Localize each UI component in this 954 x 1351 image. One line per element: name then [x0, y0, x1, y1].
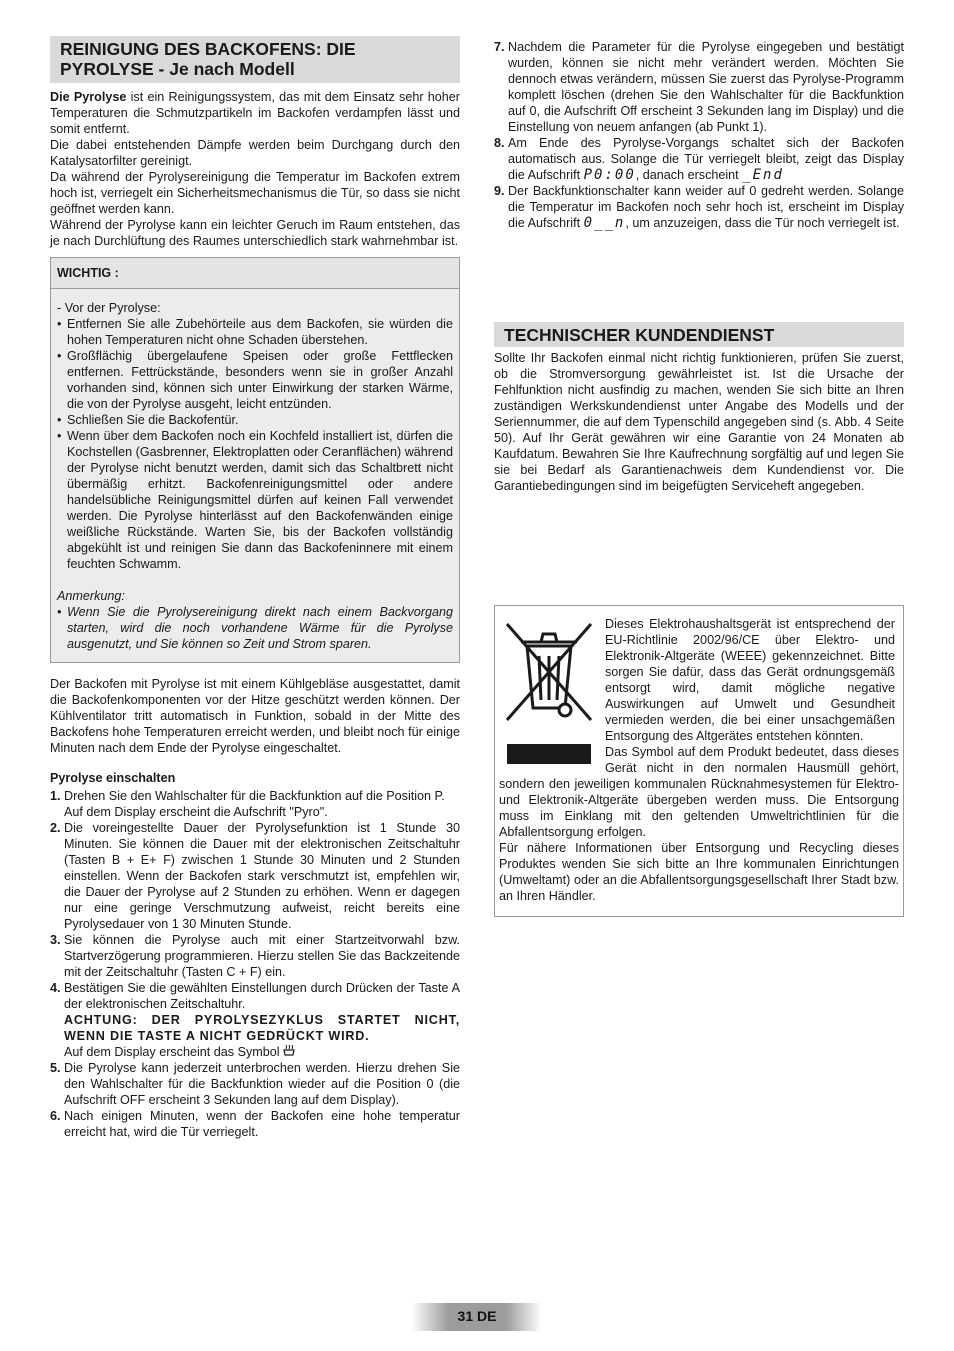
- step-1: 1. Drehen Sie den Wahlschalter für die Backfunktion auf die Position P. Auf dem Display erscheint die Aufschrift "Pyro".: [50, 789, 445, 819]
- paragraph-3: Da während der Pyrolysereinigung die Temperatur im Backofen extrem hoch ist, verriegelt ein Sicherheitsmechanismus die Tür, so dass sie nicht geöffnet werden kann.: [50, 170, 460, 216]
- wichtig-bullet: • Großflächig übergelaufene Speisen oder große Fettflecken entfernen. Fettrückstände, besonders wenn sie in großer Anzahl vorhanden sind, können sich unter Einwirkung der starken Wärme, die von der Pyrolyse ausgeht, leicht entzünden.: [57, 348, 453, 412]
- step-8-mid: , danach erscheint: [635, 168, 739, 182]
- step-6: 6. Nach einigen Minuten, wenn der Backofen eine hohe temperatur erreicht hat, wird die Tür verriegelt.: [50, 1109, 460, 1139]
- wichtig-body: [51, 289, 459, 662]
- step-1-text: Drehen Sie den Wahlschalter für die Backfunktion auf die Position P.: [64, 789, 445, 803]
- intro-paragraph: [50, 89, 460, 137]
- step-4-tail: Auf dem Display erscheint das Symbol: [64, 1045, 280, 1059]
- subheading-pyrolyse-einschalten: Pyrolyse einschalten: [50, 771, 176, 785]
- wichtig-pre: - Vor der Pyrolyse:: [57, 301, 161, 315]
- step-8: 8. Am Ende des Pyrolyse-Vorgangs schaltet sich der Backofen automatisch aus. Solange die Tür verriegelt bleibt, zeigt das Display die Aufschrift P0:00, danach erscheint _End: [494, 136, 904, 183]
- step-7-text: Nachdem die Parameter für die Pyrolyse eingegeben und bestätigt wurden, können sie nicht mehr verändert werden. Möchten Sie dennoch etwas verändern, müssen Sie zuerst das Pyrolyse-Programm komplett löschen (drehen Sie den Wahlschalter für die Backfunktion auf 0, die Aufschrift Off erscheint 3 Sekunden lang im Display) und die Einstellung von neuem anfangen (ab Punkt 1).: [508, 40, 904, 134]
- step-1b-text: Auf dem Display erscheint die Aufschrift "Pyro".: [64, 805, 328, 819]
- paragraph-5: Der Backofen mit Pyrolyse ist mit einem Kühlgebläse ausgestattet, damit die Backofenkomponenten vor der Hitze geschützt werden können. Der Kühlventilator tritt automatisch in Funktion, sobald in der Mitte des Backofens hohe Temperaturen erreicht werden, und bleibt noch für einige Minuten nach dem Ende der Pyrolyse eingeschaltet.: [50, 677, 460, 755]
- weee-box: [494, 605, 904, 917]
- display-readout-on: 0__n: [583, 215, 626, 231]
- paragraph-4: Während der Pyrolyse kann ein leichter Geruch im Raum entstehen, das je nach Durchlüftung des Raumes unterschiedlich stark wahrnehmbar ist.: [50, 218, 460, 248]
- step-2: 2. Die voreingestellte Dauer der Pyrolysefunktion ist 1 Stunde 30 Minuten. Sie können die Dauer mit der elektronischen Zeitschaltuhr (Tasten B + E+ F) zwischen 1 Stunde 30 Minuten und 2 Stunden einstellen. Wenn der Backofen stark verschmutzt ist, empfehlen wir, die Dauer der Pyrolyse auf 2 Stunden zu erhöhen. Wenn er dagegen nur eine geringe Verschmutzung aufweist, reicht bereits eine Pyrolysedauer von 1 30 Minuten Stunde.: [50, 821, 460, 931]
- step-3: 3. Sie können die Pyrolyse auch mit einer Startzeitvorwahl bzw. Startverzögerung programmieren. Hierzu stellen Sie das Backzeitende mit der Zeitschaltuhr (Tasten C + F) ein.: [50, 933, 460, 979]
- weee-paragraph-2: Das Symbol auf dem Produkt bedeutet, dass dieses Gerät nicht in den normalen Hausmüll gehört, sondern den jeweiligen kommunalen Rücknahmesystemen für Elektro- und Elektronik-Altgeräte übergeben werden muss. Die Entsorgung muss im Einklang mit den geltenden Umweltrichtlinien für die Abfallentsorgung erfolgen.: [499, 745, 899, 839]
- step-4-warning: ACHTUNG: DER PYROLYSEZYKLUS STARTET NICHT, WENN DIE TASTE A NICHT GEDRÜCKT WIRD.: [64, 1013, 460, 1043]
- section-title-kundendienst: TECHNISCHER KUNDENDIENST: [494, 322, 904, 347]
- left-column: [50, 36, 460, 1140]
- step-9-text: Der Backfunktionschalter kann weider auf 0 gedreht werden. Solange die Temperatur im Backofen noch sehr hoch ist, erscheint im Display die Aufschrift: [508, 184, 904, 230]
- page-number-bar: [412, 1303, 542, 1331]
- step-4: 4. Bestätigen Sie die gewählten Einstellungen durch Drücken der Taste A der elektronischen Zeitschaltuhr. ACHTUNG: DER PYROLYSEZYKLUS STARTET NICHT, WENN DIE TASTE A NICHT GEDRÜCKT WIRD. Auf dem Display erscheint das Symbol: [50, 981, 460, 1059]
- section-title-pyrolyse: REINIGUNG DES BACKOFENS: DIE PYROLYSE - Je nach Modell: [50, 36, 460, 83]
- note-text: • Wenn Sie die Pyrolysereinigung direkt nach einem Backvorgang starten, wird die noch vorhandene Wärme für die Pyrolyse ausgenutzt, und Sie können so Zeit und Strom sparen.: [57, 604, 453, 652]
- note-label: Anmerkung:: [57, 589, 125, 603]
- step-7: 7. Nachdem die Parameter für die Pyrolyse eingegeben und bestätigt wurden, können sie nicht mehr verändert werden. Möchten Sie dennoch etwas verändern, müssen Sie zuerst das Pyrolyse-Programm komplett löschen (drehen Sie den Wahlschalter für die Backfunktion auf 0, die Aufschrift Off erscheint 3 Sekunden lang im Display) und die Einstellung von neuem anfangen (ab Punkt 1).: [494, 40, 904, 134]
- step-3-text: Sie können die Pyrolyse auch mit einer Startzeitvorwahl bzw. Startverzögerung programmieren. Hierzu stellen Sie das Backzeitende mit der Zeitschaltuhr (Tasten C + F) ein.: [64, 933, 460, 979]
- wichtig-box: [50, 257, 460, 663]
- display-readout-p000: P0:00: [583, 167, 636, 183]
- wichtig-bullet: • Wenn über dem Backofen noch ein Kochfeld installiert ist, dürfen die Kochstellen (Gasbrenner, Elektroplatten oder Ceranflächen) während der Pyrolyse nicht benutzt werden, damit sich das Schaltbrett nicht übermäßig erhitzt. Backofenreinigungsmittel oder andere handelsübliche Reinigungsmittel dürfen auf keinen Fall verwendet werden. Die Pyrolyse hinterlässt auf den Backofenwänden einige weißliche Rückstände. Warten Sie, bis der Backofen vollständig abgekühlt ist und reinigen Sie dann das Backofeninnere mit einem feuchten Schwamm.: [57, 428, 453, 572]
- weee-paragraph-1: Dieses Elektrohaushaltsgerät ist entsprechend der EU-Richtlinie 2002/96/CE über Elektro- und Elektronik-Altgeräte (WEEE) gekennzeichnet. Bitte sorgen Sie dafür, dass das Gerät ordnungsgemäß entsorgt wird, damit mögliche negative Auswirkungen auf Umwelt und Gesundheit vermieden werden, die bei einer unsachgemäßen Entsorgung des Altgerätes entstehen könnten.: [605, 617, 895, 743]
- step-5-text: Die Pyrolyse kann jederzeit unterbrochen werden. Hierzu drehen Sie den Wahlschalter für die Backfunktion wieder auf die Position 0 (die Aufschrift OFF erscheint 3 Sekunden lang auf dem Display).: [64, 1061, 460, 1107]
- paragraph-2: Die dabei entstehenden Dämpfe werden beim Durchgang durch den Katalysatorfilter gereinigt.: [50, 138, 460, 168]
- step-8-text: Am Ende des Pyrolyse-Vorgangs schaltet sich der Backofen automatisch aus. Solange die Tür verriegelt bleibt, zeigt das Display die Aufschrift: [508, 136, 904, 182]
- intro-rest: ist ein Reinigungssystem, das mit dem Einsatz sehr hoher Temperaturen die Schmutzpartikeln im Backofen verdampfen lässt und somit entfernt.: [50, 90, 460, 136]
- wichtig-bullet: • Entfernen Sie alle Zubehörteile aus dem Backofen, sie würden die hohen Temperaturen nicht ohne Schaden überstehen.: [57, 316, 453, 348]
- pyrolysis-symbol-icon: [283, 1045, 295, 1059]
- display-readout-end: _End: [742, 167, 784, 183]
- step-2-text: Die voreingestellte Dauer der Pyrolysefunktion ist 1 Stunde 30 Minuten. Sie können die Dauer mit der elektronischen Zeitschaltuhr (Tasten B + E+ F) zwischen 1 Stunde 30 Minuten und 2 Stunden einstellen. Wenn der Backofen stark verschmutzt ist, empfehlen wir, die Dauer der Pyrolyse auf 2 Stunden zu erhöhen. Wenn er dagegen nur eine geringe Verschmutzung aufweist, reicht bereits eine Pyrolysedauer von 1 30 Minuten Stunde.: [64, 821, 460, 931]
- step-9: 9. Der Backfunktionschalter kann weider auf 0 gedreht werden. Solange die Temperatur im Backofen noch sehr hoch ist, erscheint im Display die Aufschrift 0__n, um anzuzeigen, dass die Tür noch verriegelt ist.: [494, 184, 904, 231]
- page-number: 31 DE: [457, 1308, 497, 1324]
- step-9-tail: , um anzuzeigen, dass die Tür noch verriegelt ist.: [625, 216, 900, 230]
- right-column: [494, 39, 904, 494]
- step-5: 5. Die Pyrolyse kann jederzeit unterbrochen werden. Hierzu drehen Sie den Wahlschalter für die Backfunktion wieder auf die Position 0 (die Aufschrift OFF erscheint 3 Sekunden lang auf dem Display).: [50, 1061, 460, 1107]
- intro-bold: Die Pyrolyse: [50, 90, 127, 104]
- wichtig-bullet: • Schließen Sie die Backofentür.: [57, 412, 453, 428]
- wichtig-heading: WICHTIG :: [51, 258, 459, 289]
- step-6-text: Nach einigen Minuten, wenn der Backofen eine hohe temperatur erreicht hat, wird die Tür verriegelt.: [64, 1109, 460, 1139]
- step-4-text: Bestätigen Sie die gewählten Einstellungen durch Drücken der Taste A der elektronischen Zeitschaltuhr.: [64, 981, 460, 1011]
- service-paragraph: Sollte Ihr Backofen einmal nicht richtig funktionieren, prüfen Sie zuerst, ob die Stromversorgung gewährleistet ist. Ist die Ursache der Fehlfunktion nicht ausfindig zu machen, wenden Sie sich bitte an Ihren zuständigen Werkskundendienst unter Angabe des Modells und der Seriennummer, die auf dem Typenschild angegeben sind (s. Abb. 4 Seite 50). Auf Ihr Gerät gewähren wir eine Garantie von 24 Monaten ab Kaufdatum. Bewahren Sie Ihre Kaufrechnung sorgfältig auf und legen Sie sie bei Bedarf als Garantienachweis dem Kundendienst vor. Die Garantiebedingungen sind im beigefügten Serviceheft angegeben.: [494, 351, 904, 493]
- crossed-out-wheelie-bin-icon: [499, 616, 599, 766]
- weee-paragraph-3: Für nähere Informationen über Entsorgung und Recycling dieses Produktes wenden Sie sich bitte an Ihre kommunalen Einrichtungen (Umweltamt) oder an die Abfallentsorgungsgesellschaft Ihrer Stadt bzw. an Ihren Händler.: [499, 841, 899, 903]
